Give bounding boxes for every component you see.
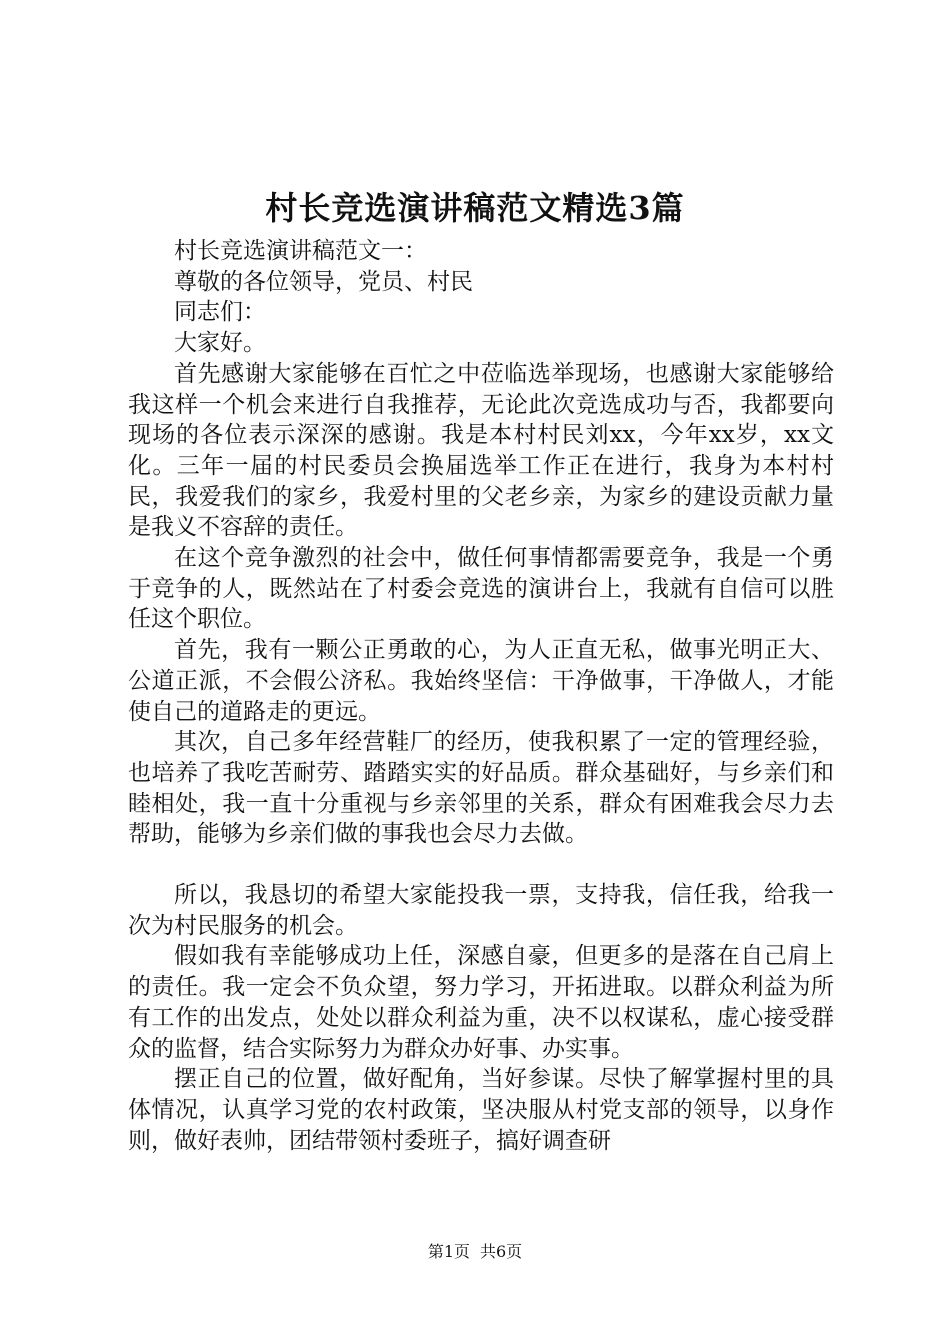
paragraph: 大家好。 [174, 330, 266, 357]
paragraph: 村长竞选演讲稿范文一： [174, 238, 427, 264]
document-title: 村长竞选演讲稿范文精选3篇 [265, 189, 685, 227]
paragraph: 同志们： [174, 299, 266, 326]
paragraph: 摆正自己的位置，做好配角，当好参谋。尽快了解掌握村里的具体情况，认真学习党的农村政策，坚决服从村党支部的领导，以身作则，做好表帅，团结带领村委班子，搞好调查研 [128, 1066, 834, 1154]
paragraph: 假如我有幸能够成功上任，深感自豪，但更多的是落在自己肩上的责任。我一定会不负众望，努力学习，开拓进取。以群众利益为所有工作的出发点，处处以群众利益为重，决不以权谋私，虚心接受群众的监督，结合实际努力为群众办好事、办实事。 [128, 943, 834, 1062]
paragraph: 在这个竞争激烈的社会中，做任何事情都需要竞争，我是一个勇于竞争的人，既然站在了村委会竞选的演讲台上，我就有自信可以胜任这个职位。 [128, 545, 834, 633]
paragraph: 尊敬的各位领导，党员、村民 [174, 268, 473, 295]
paragraph: 其次，自己多年经营鞋厂的经历，使我积累了一定的管理经验，也培养了我吃苦耐劳、踏踏实实的好品质。群众基础好，与乡亲们和睦相处，我一直十分重视与乡亲邻里的关系，群众有困难我会尽力去帮助，能够为乡亲们做的事我也会尽力去做。 [128, 729, 834, 848]
document-body [128, 236, 834, 1156]
paragraph: 首先感谢大家能够在百忙之中莅临选举现场，也感谢大家能够给我这样一个机会来进行自我推荐，无论此次竞选成功与否，我都要向现场的各位表示深深的感谢。我是本村村民刘xx，今年xx岁，xx文化。三年一届的村民委员会换届选举工作正在进行，我身为本村村民，我爱我们的家乡，我爱村里的父老乡亲，为家乡的建设贡献力量是我义不容辞的责任。 [128, 360, 834, 541]
page-footer [0, 1241, 950, 1263]
paragraph: 首先，我有一颗公正勇敢的心，为人正直无私，做事光明正大、公道正派，不会假公济私。我始终坚信：干净做事，干净做人，才能使自己的道路走的更远。 [128, 637, 834, 725]
paragraph: 所以，我恳切的希望大家能投我一票，支持我，信任我，给我一次为村民服务的机会。 [128, 882, 834, 939]
page-number: 第1页 [427, 1242, 470, 1261]
page-total: 共6页 [480, 1242, 523, 1261]
